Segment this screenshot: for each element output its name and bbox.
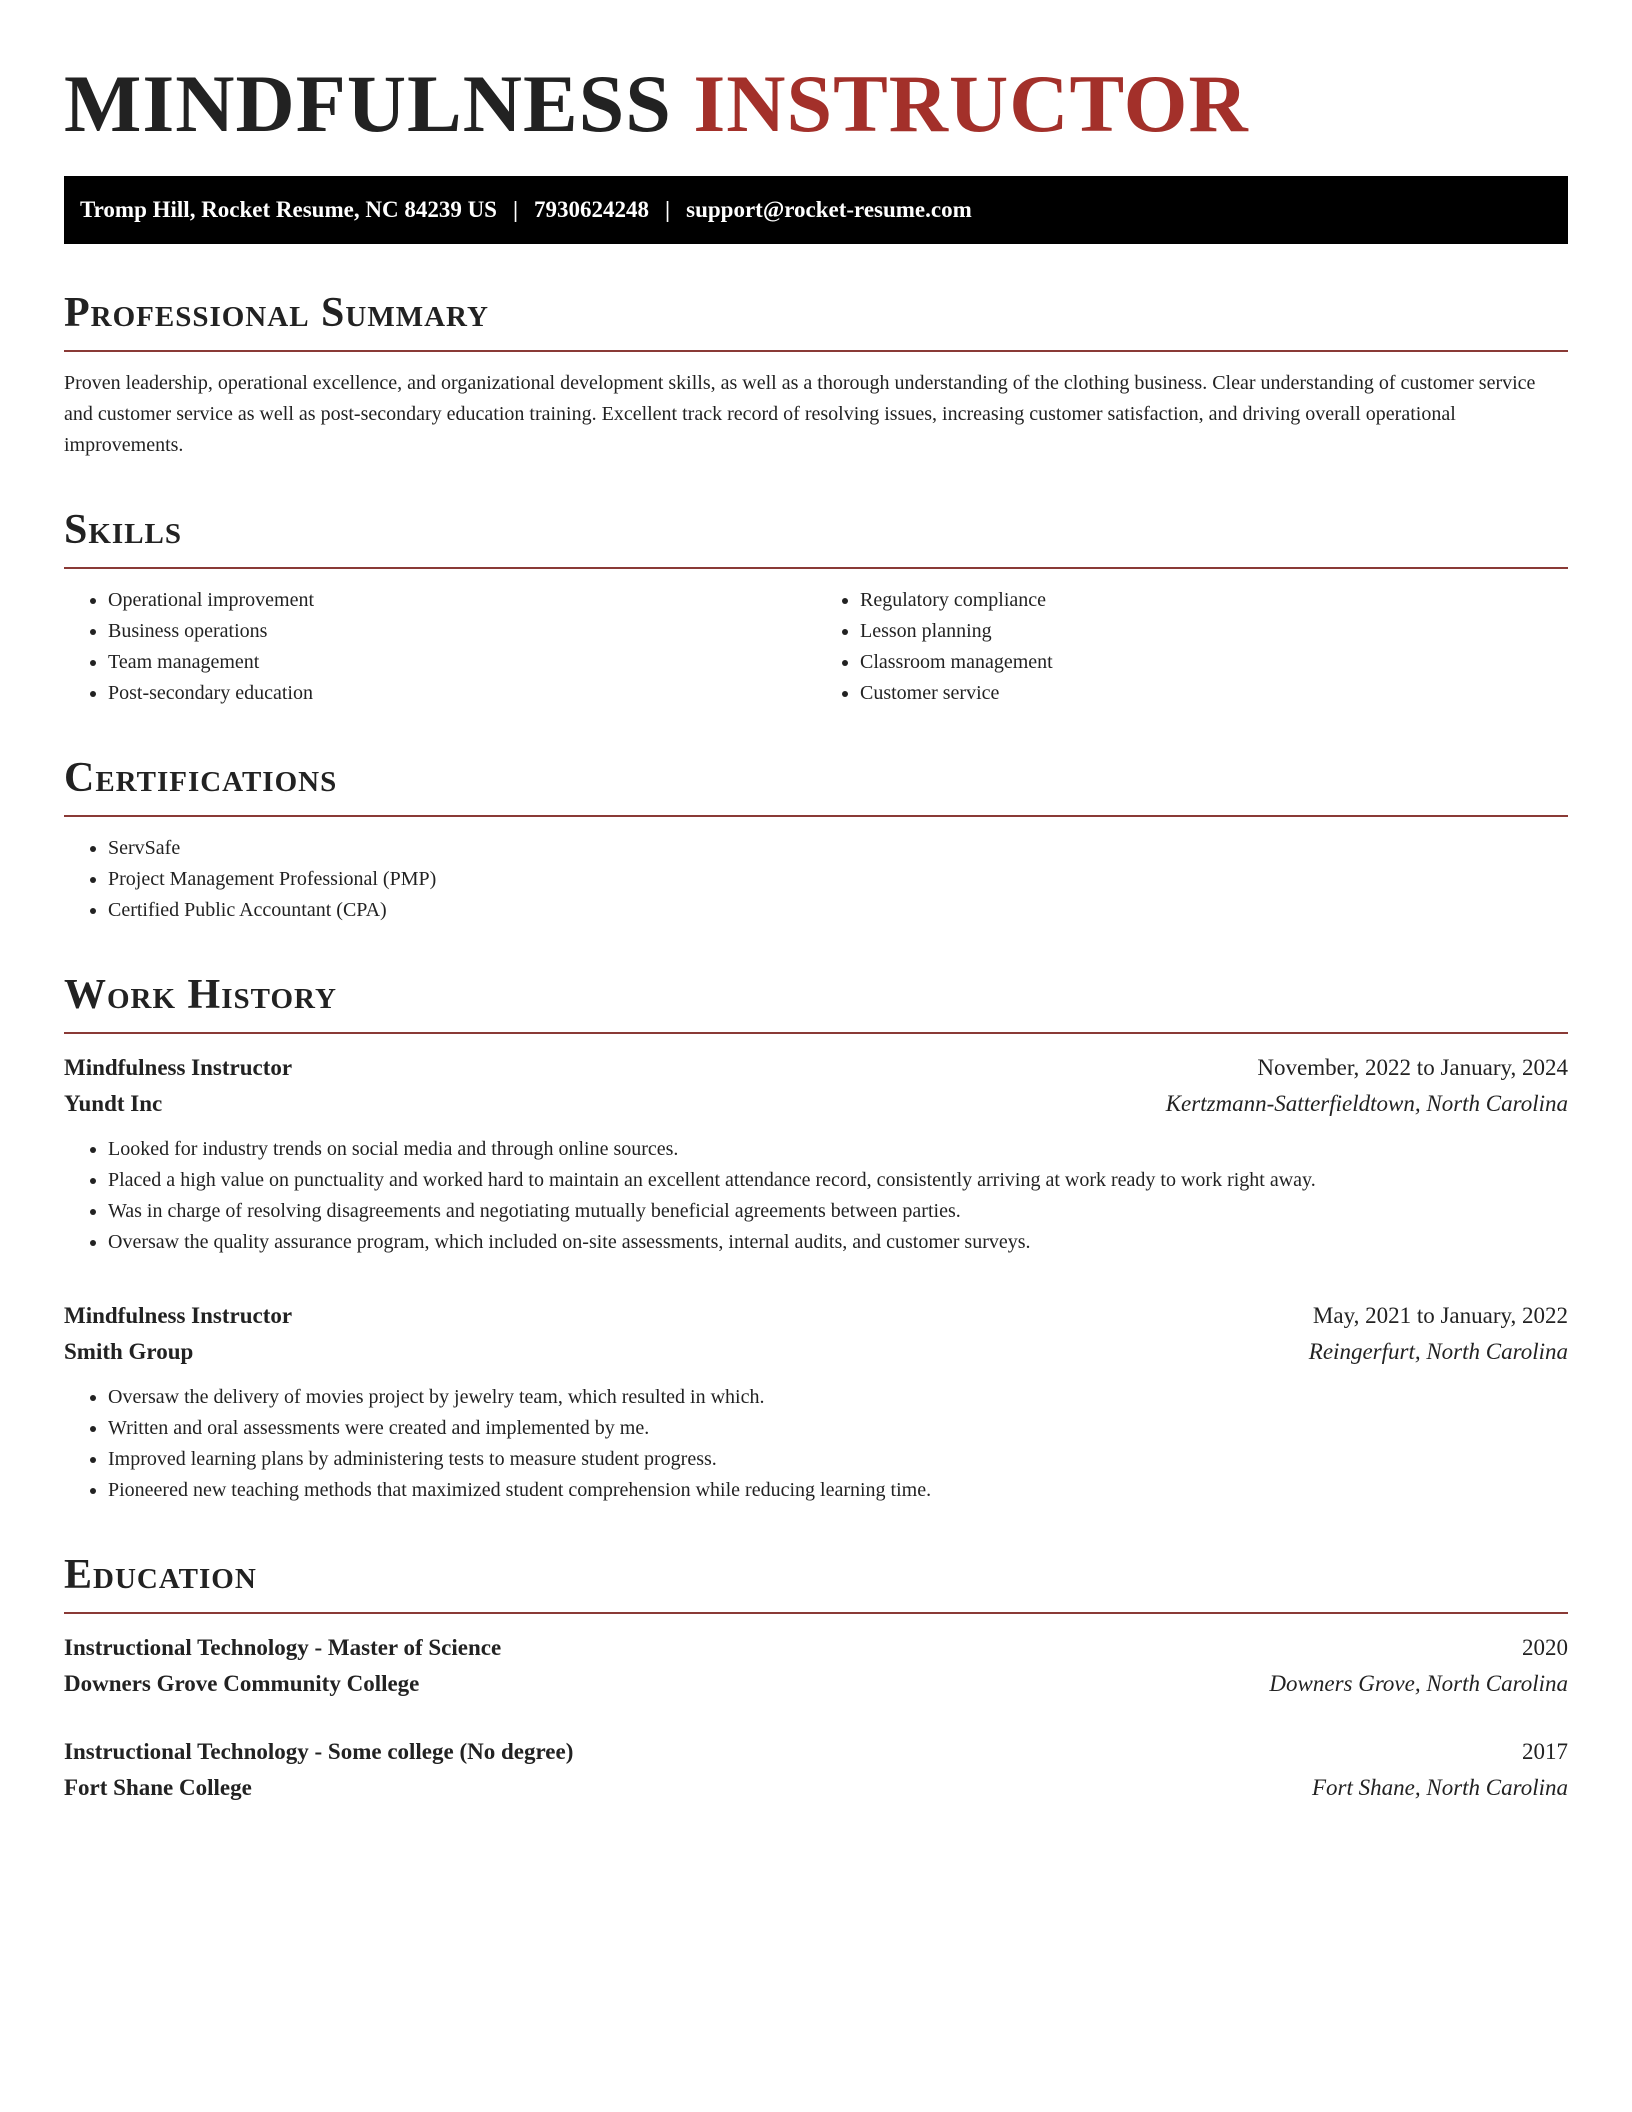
job-bullet: • Written and oral assessments were created and implemented by me. [108, 1413, 1568, 1444]
certifications-list [64, 833, 1568, 926]
skill-item: • Operational improvement [108, 585, 816, 616]
education-entry [64, 1734, 1568, 1806]
job-role: Mindfulness Instructor [64, 1055, 293, 1080]
job-company: Smith Group [64, 1339, 194, 1364]
skills-list-right [816, 585, 1568, 709]
job-company: Yundt Inc [64, 1091, 163, 1116]
education-location: Fort Shane, North Carolina [1312, 1775, 1568, 1800]
job-bullet: • Pioneered new teaching methods that maximized student comprehension while reducing learning time. [108, 1475, 1568, 1506]
job-bullet: • Looked for industry trends on social media and through online sources. [108, 1134, 1568, 1165]
job-dates: November, 2022 to January, 2024 [1257, 1055, 1568, 1080]
section-divider [64, 815, 1568, 817]
skill-item: • Regulatory compliance [860, 585, 1568, 616]
section-divider [64, 350, 1568, 352]
skills-columns [64, 585, 1568, 709]
skill-item: • Team management [108, 647, 816, 678]
education-year: 2020 [1522, 1635, 1568, 1660]
section-divider [64, 1032, 1568, 1034]
job-entry [64, 1050, 1568, 1258]
work-history-title: Work History [64, 972, 337, 1018]
job-bullet: • Placed a high value on punctuality and worked hard to maintain an excellent attendance record, consistently arriving at work ready to work right away. [108, 1165, 1568, 1196]
education-school-row [64, 1666, 1568, 1702]
summary-text: Proven leadership, operational excellence, and organizational development skills, as well as a thorough understanding of the clothing business. Clear understanding of customer service and customer service as well as post-secondary education training. Excellent track record of resolving issues, increasing customer satisfaction, and driving overall operational improvements. [64, 372, 1536, 456]
job-bullets [64, 1382, 1568, 1506]
summary-title: Professional Summary [64, 290, 489, 336]
education-header-row [64, 1734, 1568, 1770]
education-degree: Instructional Technology - Master of Science [64, 1635, 502, 1660]
certification-item: • Certified Public Accountant (CPA) [108, 895, 1568, 926]
contact-phone: 7930624248 [534, 197, 650, 222]
job-bullets [64, 1134, 1568, 1258]
summary-section [64, 288, 1568, 461]
contact-address: Tromp Hill, Rocket Resume, NC 84239 US [80, 197, 497, 222]
job-location: Reingerfurt, North Carolina [1308, 1339, 1568, 1364]
name-first: MINDFULNESS [64, 58, 672, 149]
contact-separator: | [665, 197, 671, 222]
skills-list-left [64, 585, 816, 709]
certifications-title: Certifications [64, 755, 338, 801]
job-dates: May, 2021 to January, 2022 [1312, 1303, 1568, 1328]
education-degree: Instructional Technology - Some college (No degree) [64, 1739, 574, 1764]
education-location: Downers Grove, North Carolina [1269, 1671, 1568, 1696]
skill-item: • Customer service [860, 678, 1568, 709]
resume-name [64, 56, 1568, 152]
skill-item: • Classroom management [860, 647, 1568, 678]
education-school: Fort Shane College [64, 1775, 252, 1800]
job-role: Mindfulness Instructor [64, 1303, 293, 1328]
education-school-row [64, 1770, 1568, 1806]
contact-bar [64, 176, 1568, 244]
job-bullet: • Improved learning plans by administering tests to measure student progress. [108, 1444, 1568, 1475]
certification-item: • ServSafe [108, 833, 1568, 864]
job-company-row [64, 1334, 1568, 1370]
education-school: Downers Grove Community College [64, 1671, 420, 1696]
job-header-row [64, 1050, 1568, 1086]
certification-item: • Project Management Professional (PMP) [108, 864, 1568, 895]
contact-separator: | [512, 197, 519, 222]
skill-item: • Business operations [108, 616, 816, 647]
name-last: INSTRUCTOR [693, 58, 1249, 149]
skills-title: Skills [64, 507, 183, 553]
job-header-row [64, 1298, 1568, 1334]
work-history-section [64, 970, 1568, 1506]
education-section [64, 1550, 1568, 1806]
education-header-row [64, 1630, 1568, 1666]
skills-section [64, 505, 1568, 709]
job-location: Kertzmann-Satterfieldtown, North Carolina [1165, 1091, 1568, 1116]
education-title: Education [64, 1552, 257, 1598]
section-divider [64, 1612, 1568, 1614]
education-entry [64, 1630, 1568, 1702]
job-company-row [64, 1086, 1568, 1122]
job-bullet: • Was in charge of resolving disagreements and negotiating mutually beneficial agreements between parties. [108, 1196, 1568, 1227]
skill-item: • Post-secondary education [108, 678, 816, 709]
skill-item: • Lesson planning [860, 616, 1568, 647]
section-divider [64, 567, 1568, 569]
job-bullet: • Oversaw the quality assurance program, which included on-site assessments, internal audits, and customer surveys. [108, 1227, 1568, 1258]
education-year: 2017 [1522, 1739, 1568, 1764]
certifications-section [64, 753, 1568, 926]
job-bullet: • Oversaw the delivery of movies project by jewelry team, which resulted in which. [108, 1382, 1568, 1413]
job-entry [64, 1298, 1568, 1506]
contact-email: support@rocket-resume.com [686, 197, 972, 222]
